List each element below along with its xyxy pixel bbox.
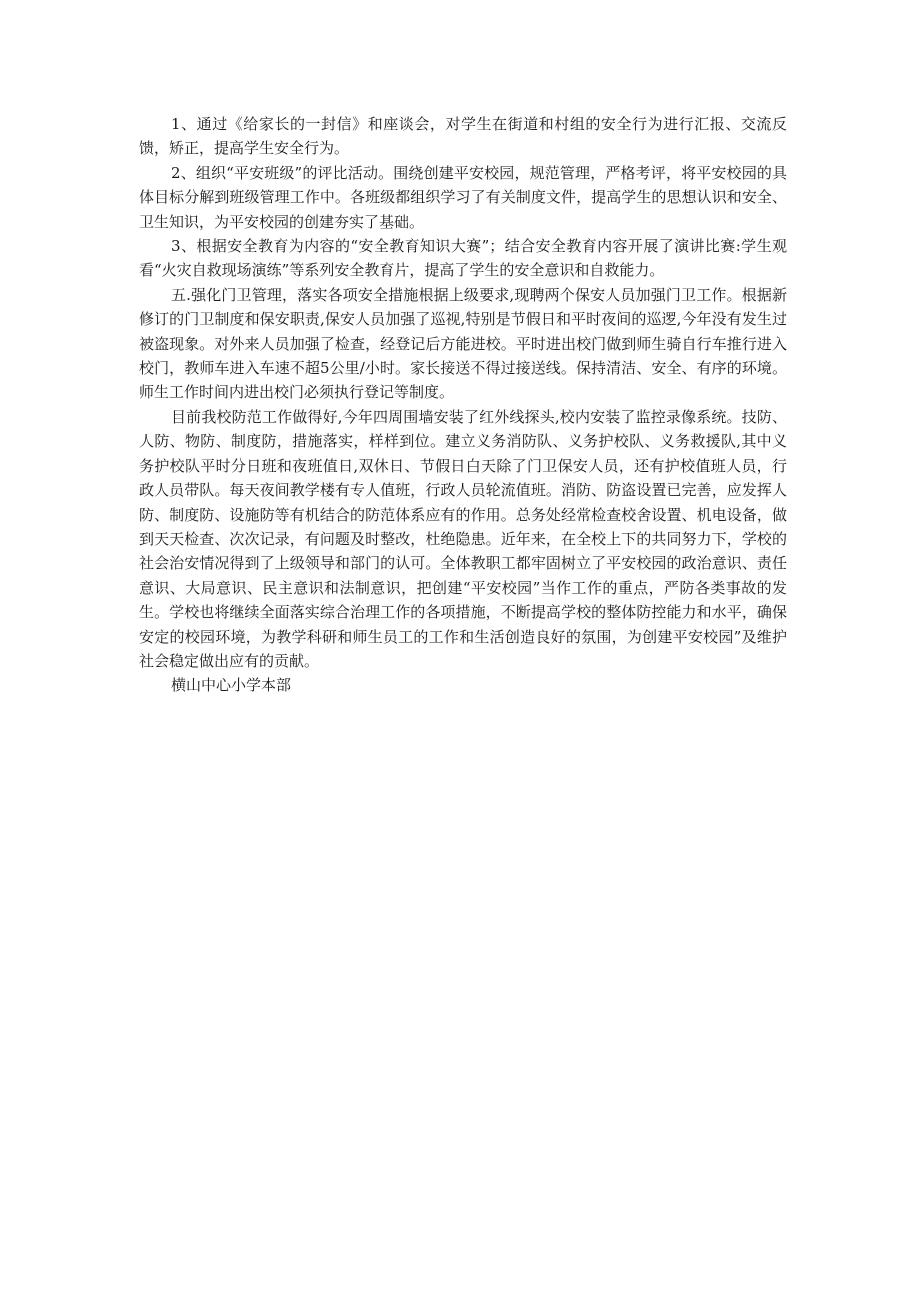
paragraph-prevention-work: 目前我校防范工作做得好,今年四周围墙安装了红外线探头,校内安装了监控录像系统。技防、人防、物防、制度防，措施落实，样样到位。建立义务消防队、义务护校队、义务救援队,其中义务护校队平时分日班和夜班值日,双休日、节假日白天除了门卫保安人员，还有护校值班人员，行政人员带队。每天夜间教学楼有专人值班，行政人员轮流值班。消防、防盗设置已完善，应发挥人防、制度防、设施防等有机结合的防范体系应有的作用。总务处经常检查校舍设置、机电设备，做到天天检查、次次记录，有问题及时整改，杜绝隐患。近年来，在全校上下的共同努力下，学校的社会治安情况得到了上级领导和部门的认可。全体教职工都牢固树立了平安校园的政治意识、责任意识、大局意识、民主意识和法制意识，把创建“平安校园”当作工作的重点，严防各类事故的发生。学校也将继续全面落实综合治理工作的各项措施，不断提高学校的整体防控能力和水平，确保安定的校园环境，为教学科研和师生员工的工作和生活创造良好的氛围，为创建平安校园”及维护社会稳定做出应有的贡献。 <box>139 407 787 670</box>
paragraph-gate-management: 五.强化门卫管理，落实各项安全措施根据上级要求,现聘两个保安人员加强门卫工作。根据新修订的门卫制度和保安职责,保安人员加强了巡视,特别是节假日和平时夜间的巡逻,今年没有发生过被盗现象。对外来人员加强了检查，经登记后方能进校。平时进出校门做到师生骑自行车推行进入校门，教师车进入车速不超5公里/小时。家长接送不得过接送线。保持清洁、安全、有序的环境。师生工作时间内进出校门必须执行登记等制度。 <box>139 285 787 402</box>
signature: 横山中心小学本部 <box>171 676 292 695</box>
paragraph-safe-class: 2、组织“平安班级”的评比活动。围绕创建平安校园，规范管理，严格考评，将平安校园的具体目标分解到班级管理工作中。各班级都组织学习了有关制度文件，提高学生的思想认识和安全、卫生知识，为平安校园的创建夯实了基础。 <box>139 163 787 231</box>
paragraph-safety-contest: 3、根据安全教育为内容的“安全教育知识大赛”；结合安全教育内容开展了演讲比赛:学生观看“火灾自救现场演练”等系列安全教育片，提高了学生的安全意识和自救能力。 <box>139 237 787 280</box>
document-body <box>139 112 787 698</box>
paragraph-parent-letter: 1、通过《给家长的一封信》和座谈会，对学生在街道和村组的安全行为进行汇报、交流反馈，矫正，提高学生安全行为。 <box>139 115 787 158</box>
